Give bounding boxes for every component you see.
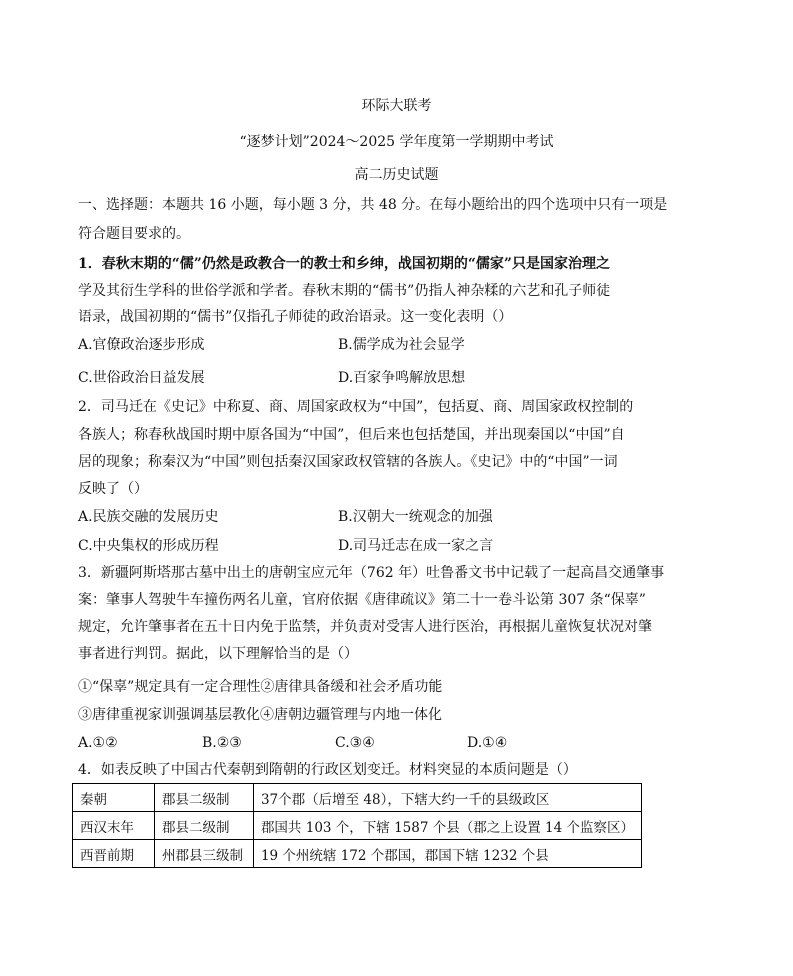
table-cell: 秦朝 [73, 784, 155, 812]
q3-option-d[interactable]: D.①④ [467, 735, 508, 751]
q3-option-b[interactable]: B.②③ [202, 735, 242, 751]
q3-statements-1: ①“保辜”规定具有一定合理性②唐律具备缓和社会矛盾功能 [78, 679, 443, 695]
table-cell: 37个郡（后增至 48），下辖大约一千的县级政区 [253, 784, 641, 812]
q1-line2: 学及其衍生学科的世俗学派和学者。春秋末期的“儒书”仍指人神杂糅的六艺和孔子师徒 [78, 283, 611, 299]
table-row [73, 784, 642, 812]
q3-line4: 事者进行判罚。据此，以下理解恰当的是（） [78, 646, 358, 662]
exam-organizer: 环际大联考 [361, 98, 432, 114]
q2-line4: 反映了（） [78, 481, 148, 497]
table-cell: 郡县二级制 [154, 784, 253, 812]
q3-statements-2: ③唐律重视家训强调基层教化④唐朝边疆管理与内地一体化 [78, 707, 442, 723]
q3-line3: 规定，允许肇事者在五十日内免于监禁，并负责对受害人进行医治，再根据儿童恢复状况对肇 [78, 619, 652, 635]
q2-line3: 居的现象；称秦汉为“中国”则包括秦汉国家政权管辖的各族人。《史记》中的“中国”一词 [78, 454, 618, 470]
q4-line1: 4．如表反映了中国古代秦朝到隋朝的行政区划变迁。材料突显的本质问题是（） [78, 762, 577, 778]
q1-line3: 语录，战国初期的“儒书”仅指孔子师徒的政治语录。这一变化表明（） [78, 309, 513, 325]
q2-line1: 2．司马迁在《史记》中称夏、商、周国家政权为“中国”，包括夏、商、周国家政权控制的 [78, 399, 634, 415]
q1-line1: 1．春秋末期的“儒”仍然是政教合一的教士和乡绅，战国初期的“儒家”只是国家治理之 [78, 256, 610, 272]
table-cell: 郡国共 103 个，下辖 1587 个县（郡之上设置 14 个监察区） [253, 812, 641, 840]
q2-option-c[interactable]: C.中央集权的形成历程 [78, 538, 219, 554]
table-cell: 州郡县三级制 [154, 840, 253, 868]
subject-title: 高二历史试题 [354, 167, 439, 183]
table-cell: 19 个州统辖 172 个郡国，郡国下辖 1232 个县 [253, 840, 641, 868]
table-cell: 西晋前期 [73, 840, 155, 868]
section-heading-line1: 一、选择题：本题共 16 小题，每小题 3 分，共 48 分。在每小题给出的四个选项中只有一项是 [78, 197, 668, 213]
table-row [73, 812, 642, 840]
q3-option-a[interactable]: A.①② [78, 735, 118, 751]
q2-option-b[interactable]: B.汉朝大一统观念的加强 [338, 509, 493, 525]
section-heading-line2: 符合题目要求的。 [78, 226, 190, 242]
q3-line1: 3．新疆阿斯塔那古墓中出土的唐朝宝应元年（762 年）吐鲁番文书中记载了一起高昌交通肇事 [78, 565, 665, 581]
exam-title: “逐梦计划”2024～2025 学年度第一学期期中考试 [239, 134, 554, 150]
table-cell: 郡县二级制 [154, 812, 253, 840]
table-cell: 西汉末年 [73, 812, 155, 840]
q1-option-c[interactable]: C.世俗政治日益发展 [78, 370, 205, 386]
q2-option-a[interactable]: A.民族交融的发展历史 [78, 509, 219, 525]
q2-line2: 各族人；称春秋战国时期中原各国为“中国”，但后来也包括楚国，并出现秦国以“中国”自 [78, 427, 625, 443]
q3-line2: 案：肇事人驾驶牛车撞伤两名儿童，官府依据《唐律疏议》第二十一卷斗讼第 307 条“保辜” [78, 592, 646, 608]
q2-option-d[interactable]: D.司马迁志在成一家之言 [338, 538, 494, 554]
q3-option-c[interactable]: C.③④ [335, 735, 375, 751]
q1-option-d[interactable]: D.百家争鸣解放思想 [338, 370, 466, 386]
region-table [72, 783, 642, 868]
q1-option-a[interactable]: A.官僚政治逐步形成 [78, 337, 205, 353]
q1-option-b[interactable]: B.儒学成为社会显学 [338, 337, 465, 353]
table-row [73, 840, 642, 868]
